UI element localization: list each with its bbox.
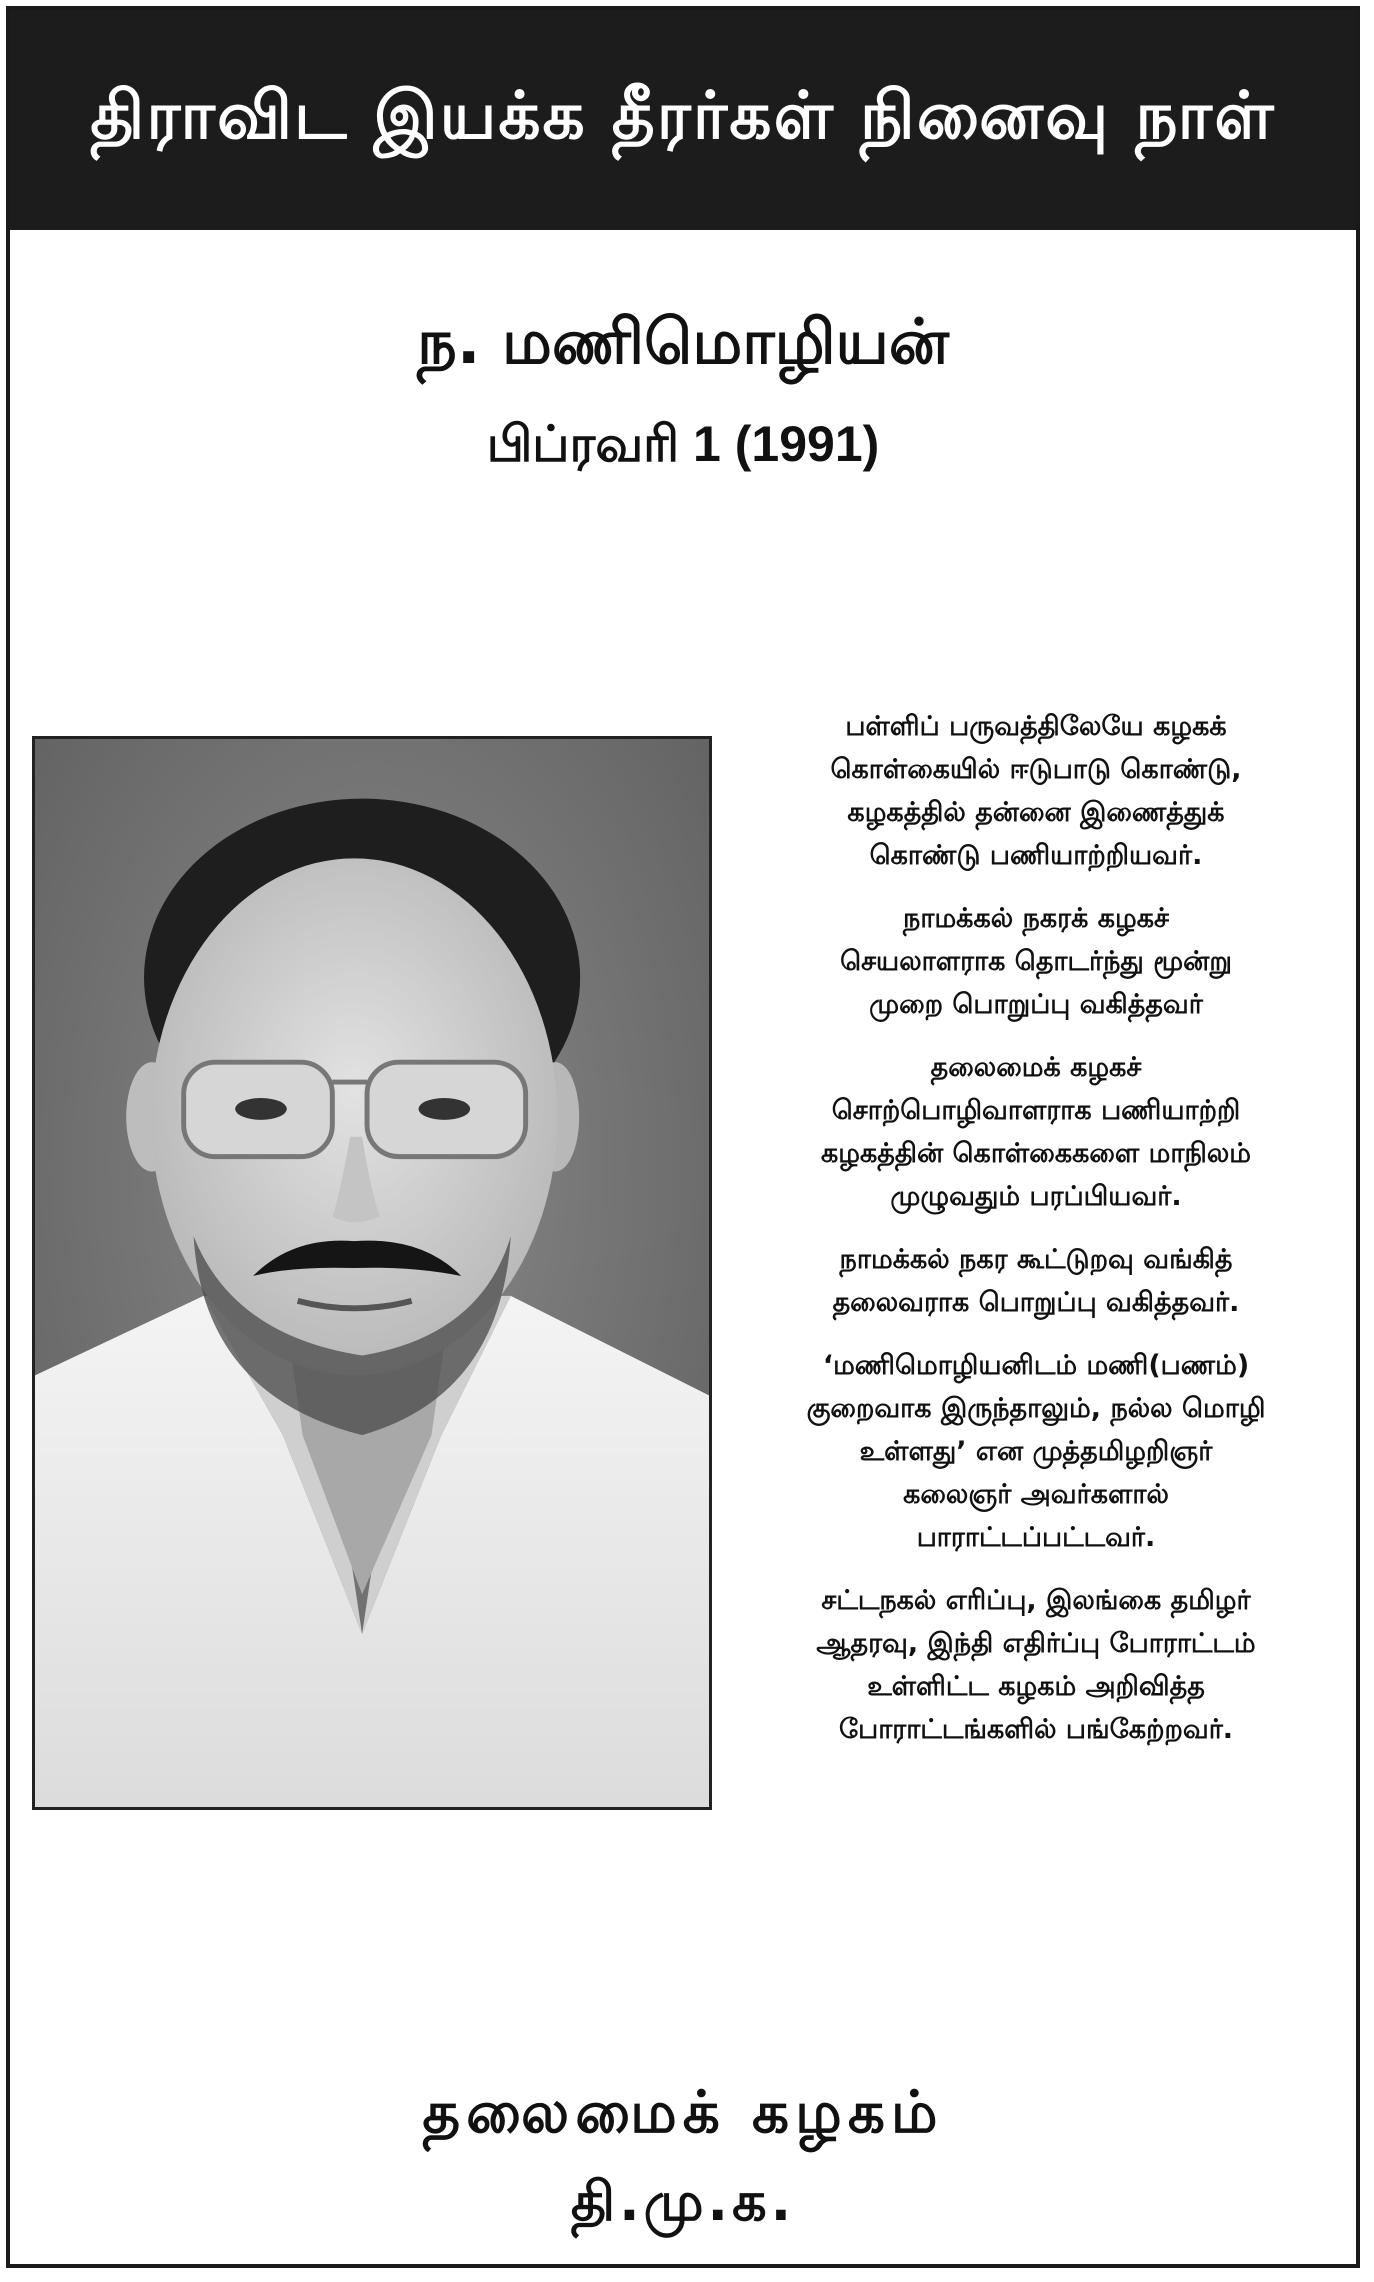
bio-paragraph xyxy=(722,705,1350,877)
bio-line: தலைவராக பொறுப்பு வகித்தவர். xyxy=(832,1287,1240,1318)
banner-title: திராவிட இயக்க தீரர்கள் நினைவு நாள் xyxy=(90,77,1276,154)
bio-line: நாமக்கல் நகரக் கழகச் xyxy=(903,903,1169,934)
bio-line: போராட்டங்களில் பங்கேற்றவர். xyxy=(838,1714,1234,1745)
portrait-photo xyxy=(32,736,712,1810)
bio-line: ஆதரவு, இந்தி எதிர்ப்பு போராட்டம் xyxy=(816,1628,1256,1659)
bio-line: நாமக்கல் நகர கூட்டுறவு வங்கித் xyxy=(839,1244,1233,1275)
bio-paragraph xyxy=(722,1579,1350,1751)
bio-line: கலைஞர் அவர்களால் xyxy=(903,1479,1169,1510)
header-banner xyxy=(10,10,1356,230)
bio-line: உள்ளிட்ட கழகம் அறிவித்த xyxy=(867,1671,1205,1702)
biography xyxy=(722,705,1350,1771)
footer-organization: தலைமைக் கழகம் xyxy=(422,2078,944,2146)
bio-paragraph xyxy=(722,1046,1350,1218)
footer-party-name: தி.மு.க. xyxy=(570,2170,796,2233)
bio-line: சொற்பொழிவாளராக பணியாற்றி xyxy=(831,1095,1241,1126)
bio-line: ‘மணிமொழியனிடம் மணி(பணம்) xyxy=(822,1350,1250,1381)
bio-line: கழகத்தின் கொள்கைகளை மாநிலம் xyxy=(820,1138,1252,1169)
bio-line: முறை பொறுப்பு வகித்தவர் xyxy=(869,989,1203,1020)
bio-line: கொண்டு பணியாற்றியவர். xyxy=(869,840,1203,871)
bio-line: குறைவாக இருந்தாலும், நல்ல மொழி xyxy=(806,1393,1266,1424)
bio-line: கழகத்தில் தன்னை இணைத்துக் xyxy=(847,797,1225,828)
bio-line: சட்டநகல் எரிப்பு, இலங்கை தமிழர் xyxy=(821,1585,1251,1616)
portrait-image xyxy=(35,739,709,1807)
bio-line: கொள்கையில் ஈடுபாடு கொண்டு, xyxy=(830,754,1242,785)
memorial-date: பிப்ரவரி 1 (1991) xyxy=(486,416,880,472)
bio-line: தலைமைக் கழகச் xyxy=(930,1052,1142,1083)
bio-paragraph xyxy=(722,1344,1350,1559)
bio-line: உள்ளது’ என முத்தமிழறிஞர் xyxy=(859,1436,1213,1467)
bio-line: பள்ளிப் பருவத்திலேயே கழகக் xyxy=(845,711,1227,742)
bio-paragraph xyxy=(722,1238,1350,1324)
bio-line: செயலாளராக தொடர்ந்து மூன்று xyxy=(840,946,1232,977)
memorial-notice xyxy=(6,6,1360,2268)
bio-line: பாராட்டப்பட்டவர். xyxy=(916,1522,1156,1553)
person-name: ந. மணிமொழியன் xyxy=(417,305,949,378)
bio-paragraph xyxy=(722,897,1350,1026)
bio-line: முழுவதும் பரப்பியவர். xyxy=(890,1181,1182,1212)
